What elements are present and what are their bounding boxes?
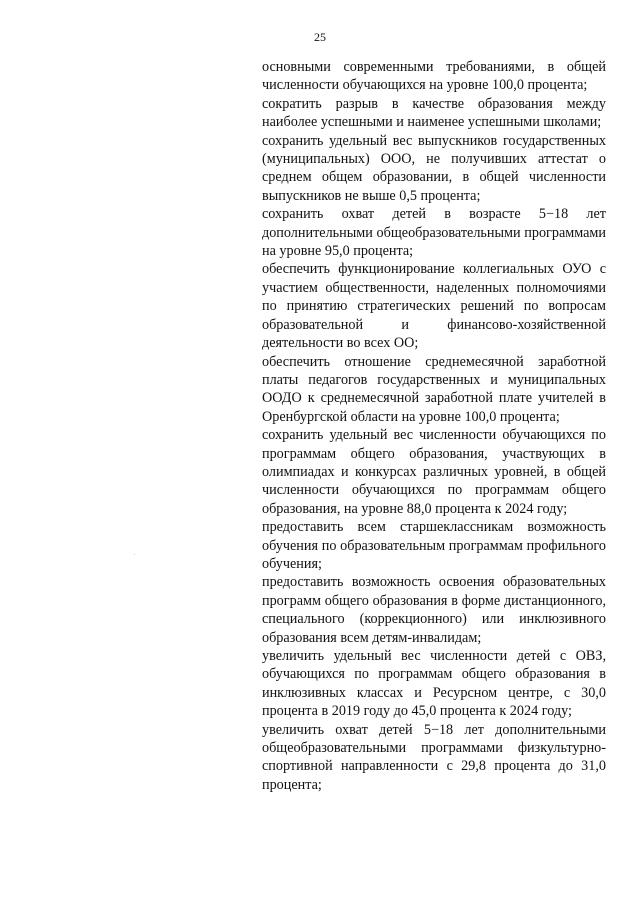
paragraph-4: сохранить охват детей в возрасте 5−18 лет дополнительными общеобразовательными программами на уровне 95,0 процента; <box>262 206 606 260</box>
paragraph-7: сохранить удельный вес численности обучающихся по программам общего образования, участвующих в олимпиадах и конкурсах различных уровней, в общей численности обучающихся по программам общего образования, на уровне 88,0 процента к 2024 году; <box>262 427 606 517</box>
paragraph-10: увеличить удельный вес численности детей с ОВЗ, обучающихся по программам общего образования в инклюзивных классах и Ресурсном центре, с 30,0 процента в 2019 году до 45,0 процента к 2024 году; <box>262 648 606 720</box>
page-number: 25 <box>314 30 326 44</box>
paragraph-2: сократить разрыв в качестве образования между наиболее успешными и наименее успешными школами; <box>262 95 606 131</box>
scan-speck <box>134 554 135 555</box>
paragraph-9: предоставить возможность освоения образовательных программ общего образования в форме дистанционного, специального (коррекционного) или инклюзивного образования всем детям-инвалидам; <box>262 574 606 646</box>
paragraph-11: увеличить охват детей 5−18 лет дополнительными общеобразовательными программами физкультурно-спортивной направленности с 29,8 процента до 31,0 процента; <box>262 721 606 793</box>
paragraph-8: предоставить всем старшеклассникам возможность обучения по образовательным программам профильного обучения; <box>262 519 606 572</box>
paragraph-3: сохранить удельный вес выпускников государственных (муниципальных) ООО, не получивших аттестат о среднем общем образовании, в общей численности выпускников не выше 0,5 процента; <box>262 132 606 204</box>
paragraph-1: основными современными требованиями, в общей численности обучающихся на уровне 100,0 процента; <box>262 59 606 94</box>
document-body <box>262 58 606 794</box>
paragraph-5: обеспечить функционирование коллегиальных ОУО с участием общественности, наделенных полномочиями по принятию стратегических решений по вопросам образовательной и финансово-хозяйственной деятельности во всех ОО; <box>262 261 606 352</box>
paragraph-6: обеспечить отношение среднемесячной заработной платы педагогов государственных и муниципальных ООДО к среднемесячной заработной плате учителей в Оренбургской области на уровне 100,0 процента; <box>262 353 606 425</box>
